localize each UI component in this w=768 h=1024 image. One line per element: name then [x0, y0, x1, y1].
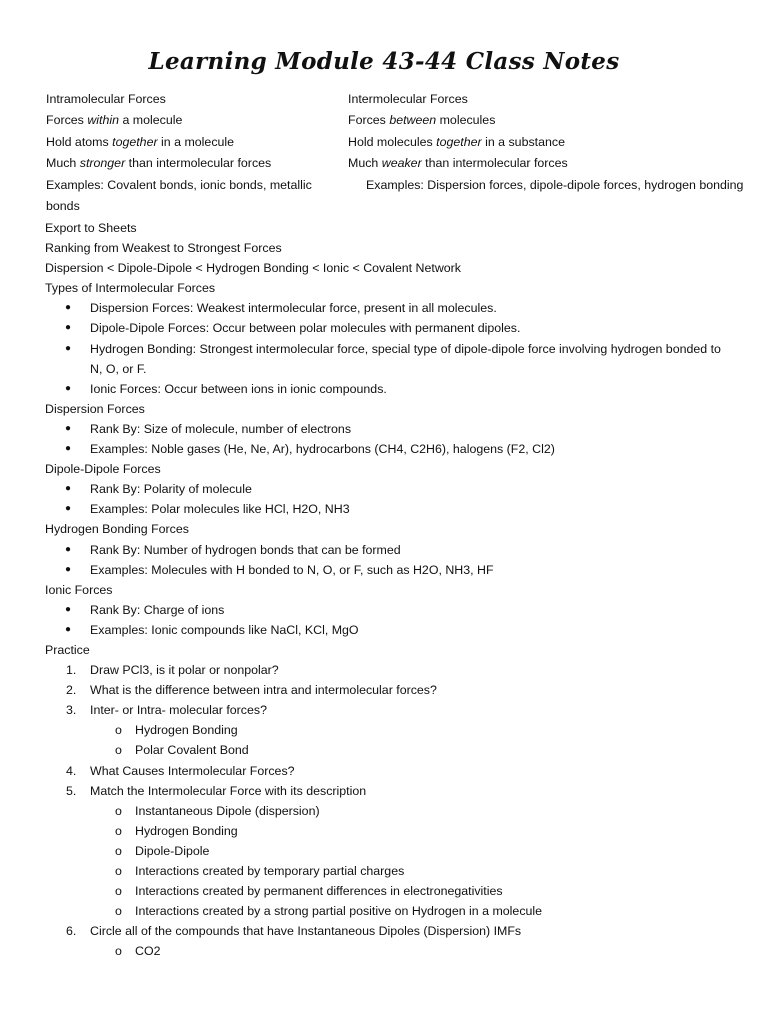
list-item: ● Examples: Noble gases (He, Ne, Ar), hydrocarbons (CH4, C2H6), halogens (F2, Cl2): [45, 439, 725, 459]
item-number: 4.: [66, 763, 77, 778]
table-cell: Hold atoms together in a molecule: [46, 134, 235, 149]
comparison-table: [46, 89, 744, 217]
section-heading: Dipole-Dipole Forces: [45, 462, 161, 477]
list-item: o Interactions created by temporary partial charges: [45, 861, 725, 881]
bullet-icon: ●: [65, 342, 72, 354]
sub-bullet: o: [115, 843, 122, 858]
list-item: o Polar Covalent Bond: [45, 740, 725, 760]
table-row: [46, 153, 726, 174]
sub-bullet: o: [115, 944, 122, 959]
list-item: ● Rank By: Size of molecule, number of electrons: [45, 419, 725, 439]
list-item: ● Ionic Forces: Occur between ions in ionic compounds.: [45, 379, 725, 399]
list-item: ● Rank By: Number of hydrogen bonds that can be formed: [45, 540, 725, 560]
list-item: o CO2: [45, 941, 725, 961]
sub-bullet: o: [115, 904, 122, 919]
bullet-icon: ●: [65, 563, 72, 575]
list-item: o Instantaneous Dipole (dispersion): [45, 801, 725, 821]
sub-bullet: o: [115, 743, 122, 758]
table-cell: Forces between molecules: [348, 113, 496, 128]
list-item: o Dipole-Dipole: [45, 841, 725, 861]
section-heading: Ionic Forces: [45, 582, 113, 597]
table-cell: Much weaker than intermolecular forces: [348, 156, 568, 171]
bullet-icon: ●: [65, 543, 72, 555]
list-item: ● Rank By: Polarity of molecule: [45, 479, 725, 499]
list-item: 2. What is the difference between intra and intermolecular forces?: [45, 680, 725, 700]
section-heading: Ranking from Weakest to Strongest Forces: [45, 241, 282, 256]
bullet-icon: ●: [65, 623, 72, 635]
item-number: 3.: [66, 703, 77, 718]
table-cell: Forces within a molecule: [46, 113, 183, 128]
table-cell: Hold molecules together in a substance: [348, 134, 565, 149]
table-cell: Intramolecular Forces: [46, 92, 166, 106]
table-row: [46, 175, 744, 218]
table-row: [46, 110, 726, 131]
list-item: ● Dipole-Dipole Forces: Occur between polar molecules with permanent dipoles.: [45, 318, 725, 338]
sub-bullet: o: [115, 803, 122, 818]
bullet-icon: ●: [65, 443, 72, 455]
page-title: Learning Module 43-44 Class Notes: [148, 48, 620, 75]
sub-bullet: o: [115, 723, 122, 738]
sub-bullet: o: [115, 884, 122, 899]
table-row: [46, 132, 726, 153]
section-heading: Types of Intermolecular Forces: [45, 281, 216, 296]
list-item: o Interactions created by permanent differences in electronegativities: [45, 881, 725, 901]
item-number: 2.: [66, 683, 77, 698]
list-item: o Hydrogen Bonding: [45, 720, 725, 740]
bullet-icon: ●: [65, 503, 72, 515]
list-item: 6. Circle all of the compounds that have Instantaneous Dipoles (Dispersion) IMFs: [45, 921, 725, 941]
sub-bullet: o: [115, 864, 122, 878]
list-item: ● Hydrogen Bonding: Strongest intermolecular force, special type of dipole-dipole force involving hydrogen bonded to N, O, or F.: [45, 339, 725, 379]
list-item: ● Examples: Ionic compounds like NaCl, KCl, MgO: [45, 620, 725, 640]
sub-bullet: o: [115, 823, 122, 838]
list-item: o Hydrogen Bonding: [45, 821, 725, 841]
list-item: ● Dispersion Forces: Weakest intermolecular force, present in all molecules.: [45, 298, 725, 318]
item-number: 6.: [66, 924, 77, 939]
list-item: ● Examples: Molecules with H bonded to N, O, or F, such as H2O, NH3, HF: [45, 560, 725, 580]
item-number: 1.: [66, 663, 77, 678]
notes-body: [45, 218, 725, 961]
table-cell: Intermolecular Forces: [348, 92, 468, 106]
list-item: 3. Inter- or Intra- molecular forces?: [45, 700, 725, 720]
bullet-icon: ●: [65, 422, 72, 434]
bullet-icon: ●: [65, 322, 72, 334]
table-row: [46, 89, 726, 110]
table-cell: Examples: Dispersion forces, dipole-dipole forces, hydrogen bonding: [366, 177, 744, 192]
list-item: 1. Draw PCl3, is it polar or nonpolar?: [45, 660, 725, 680]
item-number: 5.: [66, 783, 77, 798]
bullet-icon: ●: [65, 483, 72, 495]
list-item: o Interactions created by a strong partial positive on Hydrogen in a molecule: [45, 901, 725, 921]
section-heading: Dispersion Forces: [45, 401, 145, 416]
ranking-order: Dispersion < Dipole-Dipole < Hydrogen Bonding < Ionic < Covalent Network: [45, 261, 461, 276]
list-item: ● Examples: Polar molecules like HCl, H2O, NH3: [45, 499, 725, 519]
list-item: ● Rank By: Charge of ions: [45, 600, 725, 620]
list-item: 5. Match the Intermolecular Force with its description: [45, 781, 725, 801]
bullet-icon: ●: [65, 302, 72, 314]
list-item: 4. What Causes Intermolecular Forces?: [45, 761, 725, 781]
bullet-icon: ●: [65, 603, 72, 615]
section-heading: Practice: [45, 642, 90, 657]
bullet-icon: ●: [65, 382, 72, 394]
export-to-sheets-link[interactable]: Export to Sheets: [45, 221, 137, 235]
section-heading: Hydrogen Bonding Forces: [45, 522, 189, 537]
table-cell: Examples: Covalent bonds, ionic bonds, metallic bonds: [46, 177, 312, 214]
table-cell: Much stronger than intermolecular forces: [46, 156, 272, 171]
